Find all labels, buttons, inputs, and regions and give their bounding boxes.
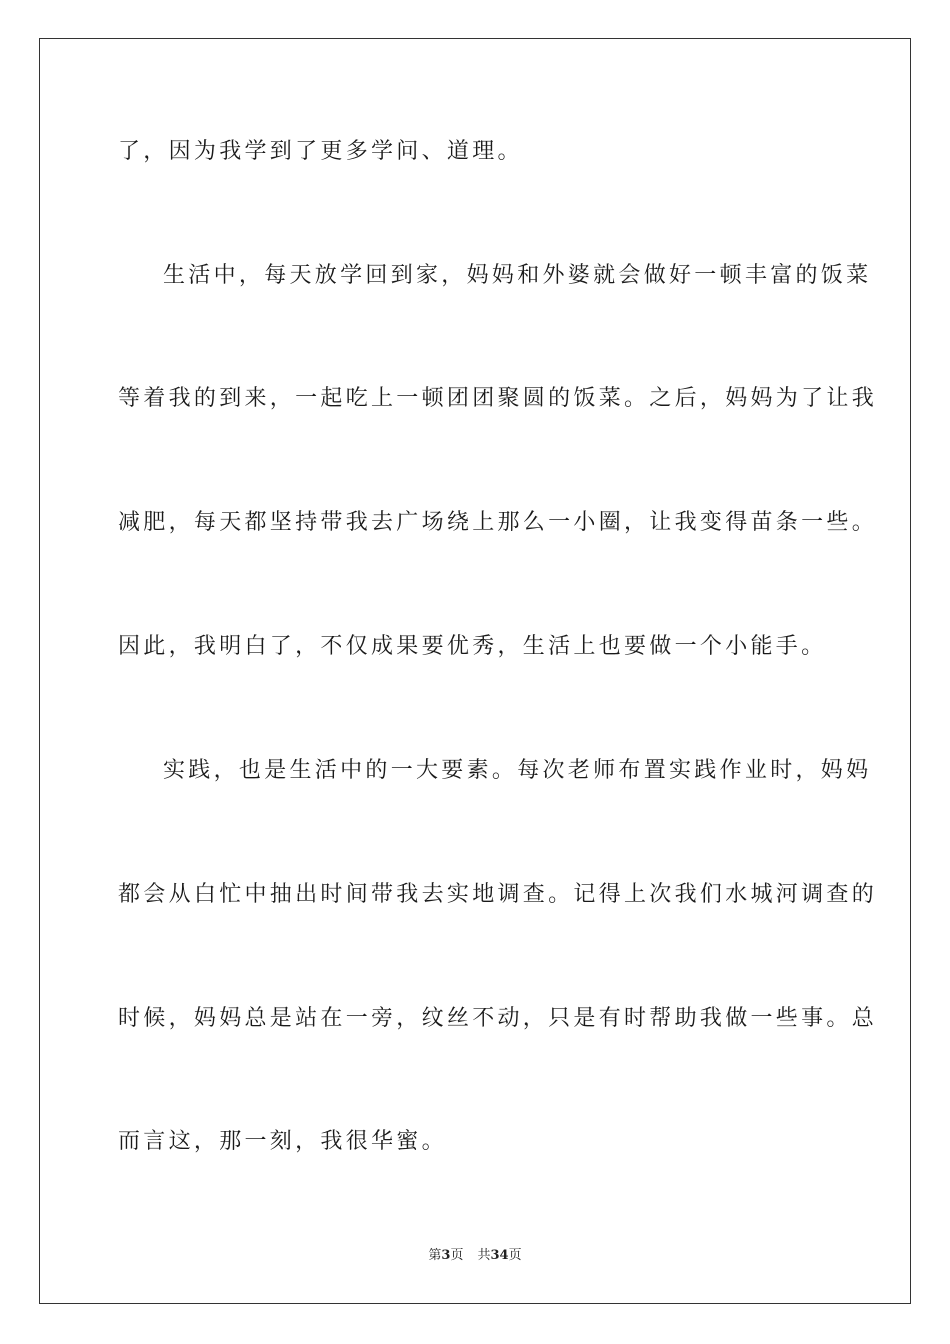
text-line-5: 因此，我明白了，不仅成果要优秀，生活上也要做一个小能手。 — [118, 634, 827, 659]
total-pages: 34 — [490, 1248, 509, 1263]
page-prefix: 第 — [428, 1248, 442, 1263]
text-line-2: 生活中，每天放学回到家，妈妈和外婆就会做好一顿丰富的饭菜 — [163, 263, 872, 288]
page-frame — [39, 38, 911, 1304]
total-prefix: 共 — [477, 1248, 491, 1263]
text-line-9: 而言这，那一刻，我很华蜜。 — [118, 1129, 447, 1154]
page-footer — [0, 1247, 950, 1265]
text-line-4: 减肥，每天都坚持带我去广场绕上那么一小圈，让我变得苗条一些。 — [118, 510, 878, 535]
text-line-3: 等着我的到来，一起吃上一顿团团聚圆的饭菜。之后，妈妈为了让我 — [118, 386, 878, 411]
text-line-7: 都会从白忙中抽出时间带我去实地调查。记得上次我们水城河调查的 — [118, 882, 878, 907]
text-line-8: 时候，妈妈总是站在一旁，纹丝不动，只是有时帮助我做一些事。总 — [118, 1006, 878, 1031]
page-number: 3 — [441, 1248, 451, 1263]
text-line-1: 了，因为我学到了更多学问、道理。 — [118, 139, 523, 164]
text-line-6: 实践，也是生活中的一大要素。每次老师布置实践作业时，妈妈 — [163, 758, 872, 783]
page-suffix: 页 — [450, 1248, 464, 1263]
total-suffix: 页 — [508, 1248, 522, 1263]
